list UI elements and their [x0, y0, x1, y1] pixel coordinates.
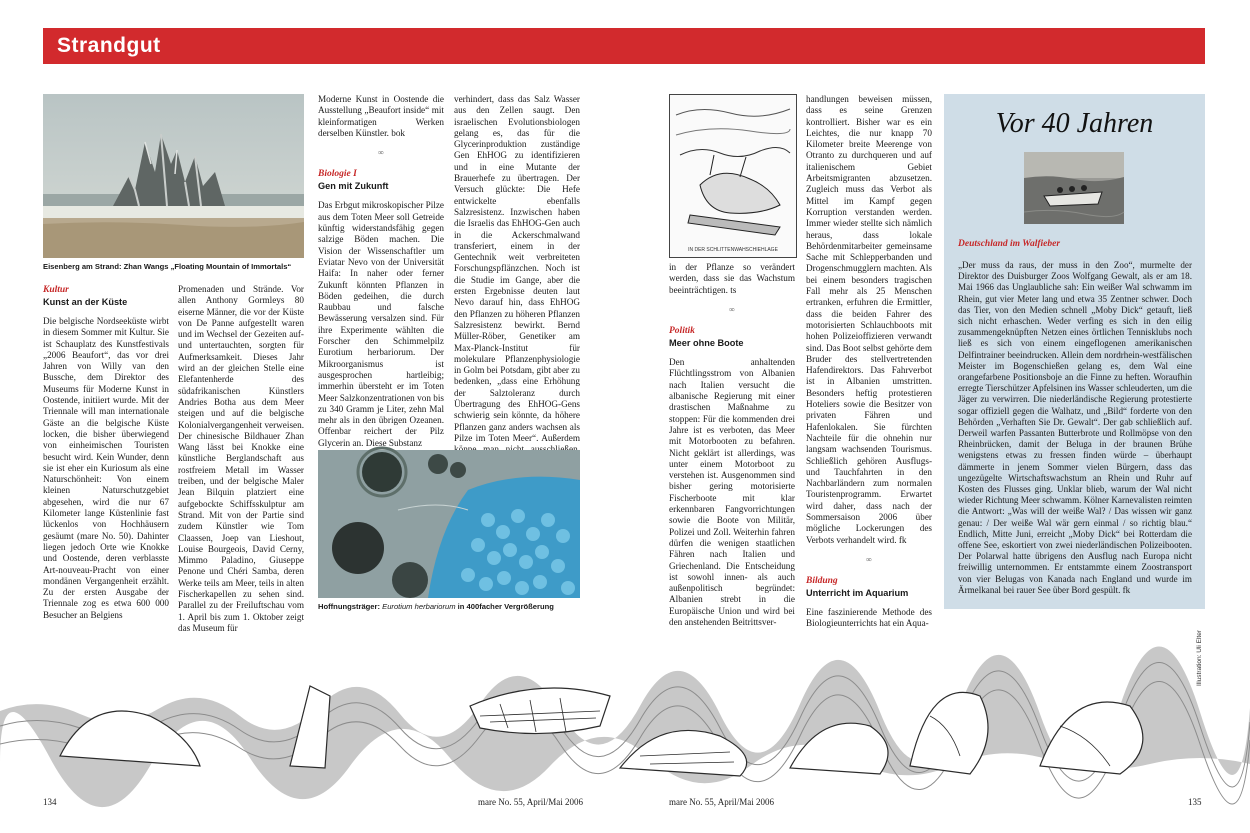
- issue-info-left: mare No. 55, April/Mai 2006: [478, 797, 583, 807]
- kicker-bildung: Bildung: [806, 576, 838, 587]
- article-walfieber-body: „Der muss da raus, der muss in den Zoo“, murmelte der Direktor des Duisburger Zoos Wolfgang Gewalt, als er am 18. Mai 1966 das Unglaubliche sah: Ein weißer Wal schwamm im Rhein, gut vier Meter lang und etwa 35 Zentner schwer. Doch das Tier, von den Medien schnell „Moby Dick“ getauft, ließ sich nicht erhaschen. Weder verfing es sich in den eilig zusammengeknüpften Netzen eines örtlichen Tennisklubs noch ließ es sich von einem eingeflogenen amerikanischen Delfintrainer beeindrucken. Allein dem nordrhein-westfälischen Meister im Bogenschießen gelang es, dem Wal eine orangefarbene Positionsboje an die Finne zu heften. Woraufhin erregte Tierschützer Apfelsinen ins Wasser schleuderten, um die Jäger zu verwirren. Die niederländische Regierung protestierte sogar offiziell gegen die Walhatz, und „Bild“ forderte von den Behörden „Verhaften Sie Dr. Gewalt“. Der gab schließlich auf. Derweil warfen Passanten Butterbrote und Rollmöpse von den Rheinbrücken, damit der Beluga in der braunen Brühe wenigstens etwas zu fressen finden würde – überhaupt dämmerte in jenem Sommer vielen Bürgern, dass das ungezügelte Wirtschaftswachstum an Rhein und Ruhr auf Kosten des Flusses ging. Unklar blieb, warum der Wal nicht wieder Richtung Meer schwamm. Kölner Karnevalisten reimten die Antwort: „Was will der weiße Wal? / Das wissen wir ganz genau: / Der weiße Wal wär gern einmal / so richtig blau.“ Endlich, Mitte Juni, erreicht „Moby Dick“ bei Rotterdam die offene See, eskortiert von zwei niederländischen Polizeibooten. Der Polarwal hatte übrigens den Ausflug nach Europa nicht freiwillig unternommen. Er entstammte einem Zoostransport von vier Belugas von Kanada nach England und wurde im Ärmelkanal bei rauer See über Bord gespült. fk: [958, 260, 1192, 595]
- headline-aquarium: Unterricht im Aquarium: [806, 588, 909, 599]
- kicker-politik: Politik: [669, 326, 695, 337]
- article-aquarium-body: Eine faszinierende Methode des Biologieunterrichts hat ein Aqua-: [806, 607, 932, 629]
- article-gen-ending: in der Pflanze so verändert werden, dass sie das Wachstum beeinträchtigen. ts: [669, 262, 795, 295]
- article-kunst-ending: Moderne Kunst in Oostende die Ausstellung „Beaufort inside“ mit kleinformatigen Werken derselben Künstler. bok: [318, 94, 444, 138]
- page-number-right: 135: [1188, 797, 1202, 807]
- column-politik-continued: [806, 94, 932, 629]
- kicker-biologie: Biologie I: [318, 169, 357, 180]
- article-gen-body-continued: verhindert, dass das Salz Wasser aus den Zellen saugt. Den israelischen Evolutionsbiologen gelang es, das für die Glycerinproduktion zuständige Gen EhHOG zu identifizieren und in eine Mutante der Brauerhefe zu übertragen. Der Versuch glückte: Die Hefe entwickelte ebenfalls Salzresistenz. Inzwischen haben die Israelis das EhHOG-Gen auch in die Ackerschmalwand transferiert, einem in der Gentechnik weit verbreiteten Forschungspflänzchen. Noch ist die Studie im Gange, aber die ersten Ergebnisse deuten laut Nevo darauf hin, dass EhHOG den Pflanzen zu höheren Pflanzen Salzresistenz bewirkt. Bernd Müller-Röber, Genetiker am Max-Planck-Institut für molekulare Pflanzenphysiologie in Golm bei Potsdam, gibt aber zu bedenken, „dass eine Erhöhung der Salztoleranz durch Übertragung des EhHOG-Gens schwierig sein könnte, da höhere Pflanzen ganz anders wachsen als Pilze im Toten Meer“. Außerdem: [454, 94, 580, 443]
- article-kunst-body: Die belgische Nordseeküste wirbt in diesem Sommer mit Kultur. Sie ist Schauplatz des Kunstfestivals „2006 Beaufort“, das vor drei Jahren von Willy van den Bussche, dem Direktor des Museums für Moderne Kunst in Oostende, initiiert wurde. Mit der Triennale will man internationale Gäste an die belgische Küste locken, die bisher überwiegend von einheimischen Touristen besucht wird. Kein Wunder, denn sie ist eher ein Kuriosum als eine Naturschönheit: Von einem kleinen Naturschutzgebiet abgesehen, wird die nur 67 Kilometer lange Küstenlinie fast lückenlos von Hochhäusern gesäumt (mare No. 50). Dahinter liegen jedoch Orte wie Knokke und Oostende, deren verblasste Art-nouveau-Pracht von einer mondänen Vergangenheit erzählt. Zu der ersten Ausgabe der Triennale zog es etwa 600 000 Besucher an Belgiens: [43, 316, 169, 620]
- kicker-kultur: Kultur: [43, 285, 69, 295]
- section-title: Strandgut: [57, 34, 161, 57]
- vor-40-jahren-box: [944, 94, 1205, 609]
- column-kultur: [43, 284, 169, 620]
- article-meer-body-continued: handlungen beweisen müssen, dass es seine Grenzen kontrolliert. Bisher war es ein Leichtes, die nur knapp 70 Kilometer breite Meerenge von Otranto zu durchqueren und auf italienischem Gebiet Arbeitsmigranten abzusetzen. Zugleich muss das Verbot als Mittel im Kampf gegen Korruption verstanden werden. Immer wieder stellte sich nämlich heraus, dass lokale Behördenmitarbeiter gemeinsame Sache mit Schlepperbanden und Drogenschmugglern machten. Als bei einem besonders tragischen Fall mehr als 25 Menschen ertranken, erfuhren die Ermittler, dass die beiden Fahrer des motorisierten Schlauchboots mit hohen Polizeioffizieren verwandt sind. Das Boot selbst gehörte dem Bruder des stellvertretenden Hafendirektors. Das Fahrverbot ist in Albanien umstritten. Besonders heftig protestieren Hoteliers sowie die Besitzer von privaten Fähren und Hafenlokalen. Sie fürchten Nachteile für die ohnehin nur langsam wachsenden Tourismus. Schließlich gehören Ausflugs- und Tauchfahrten in den Nachbarländern zum normalen Touristenprogramm. Erwartet wird daher, dass nach der Sommersaison 2006 über mögliche Lockerungen des Verbots verhandelt wird. fk: [806, 94, 932, 545]
- vor-40-article: [958, 238, 1192, 608]
- whale-boat-photo: [1024, 152, 1124, 224]
- divider-ornament: ∞: [866, 554, 872, 564]
- drawing-label: IN DER SCHLITTENWAHSCHIEHLAGE: [688, 247, 778, 253]
- kicker-walfieber: Deutschland im Walfieber: [958, 239, 1061, 249]
- vor-40-title: Vor 40 Jahren: [995, 108, 1154, 139]
- article-kunst-body-continued: Promenaden und Strände. Vor allen Anthony Gormleys 80 eiserne Männer, die vor der Küste von De Panne aufgestellt waren und im Wechsel der Gezeiten auf- und untertauchten, sorgten für Aufmerksamkeit. Dieses Jahr wird an der gleichen Stelle eine Elefantenherde des südafrikanischen Künstlers Andries Botha aus dem Meer steigen und auf die belgische Kolonialvergangenheit verweisen. Der chinesische Bildhauer Zhan Wang lässt bei Knokke eine künstliche Berglandschaft aus rostfreiem Metall im Wasser treiben, und der belgische Maler Jean Bilquin platziert eine aufgebockte Schiffsskulptur am Strand. Mit von der Partie sind zudem Künstler wie Tom Claassen, Joep van Lieshout, Louise Bourgeois, David Cerny, Mimmo Paladino, Giuseppe Penone und Chéri Samba, deren Werke teils am Meer, teils in alten Fischerkapellen zu sehen sind. Parallel zu der Freiluftschau vom 1. April bis zum 1. Oktober zeigt das Museum für: [178, 284, 304, 633]
- beach-sculpture-photo: [43, 94, 304, 258]
- eisenberg-caption: Eisenberg am Strand: Zhan Wangs „Floating Mountain of Immortals“: [43, 262, 292, 271]
- section-banner: [43, 28, 1205, 64]
- divider-ornament: ∞: [729, 304, 735, 314]
- hoffnung-caption: Hoffnungsträger: Eurotium herbariorum in 400facher Vergrößerung: [318, 602, 554, 611]
- column-kultur-continued: [178, 284, 304, 633]
- column-biologie-continued: [454, 94, 580, 449]
- headline-gen: Gen mit Zukunft: [318, 181, 389, 192]
- page-number-left: 134: [43, 797, 57, 807]
- headline-kunst: Kunst an der Küste: [43, 297, 128, 307]
- column-biologie: [318, 94, 444, 449]
- sea-creatures-illustration: [0, 656, 1250, 786]
- issue-info-right: mare No. 55, April/Mai 2006: [669, 797, 774, 807]
- article-meer-body: Den anhaltenden Flüchtlingsstrom von Albanien nach Italien versucht die albanische Regierung mit einer drastischen Maßnahme zu stoppen: Für die kommenden drei Jahre ist es verboten, das Meer mit Motorbooten zu befahren. Nicht geklärt ist allerdings, was unter einem Motorboot zu verstehen ist. Ausgenommen sind bisher gering motorisierte Fischerboote mit klar erkennbaren Fangvorrichtungen sowie die Boote von Militär, Polizei und Zoll. Weiterhin fahren dürfen die wenigen staatlichen Fähren nach Italien und Griechenland. Die Entscheidung ist sowohl innen- als auch außenpolitisch begründet: Albanien strebt in die Europäische Union und wird bei den anstehenden Beitrittsver-: [669, 357, 795, 628]
- walrus-drawing: [669, 94, 797, 258]
- headline-meer: Meer ohne Boote: [669, 338, 744, 349]
- divider-ornament: ∞: [378, 148, 384, 158]
- illustration-credit: Illustration: Uli Elter: [1196, 630, 1203, 686]
- column-politik: [669, 262, 795, 628]
- article-gen-body: Das Erbgut mikroskopischer Pilze aus dem Toten Meer soll Getreide künftig widerstandsfähig gegen salzige Böden machen. Die Vision der Wissenschaftler um Eviatar Nevo von der Universität Haifa: In naher oder ferner Zukunft könnten Pflanzen in Böden gedeihen, die durch Raubbau und falsche Bewässerung versalzen sind. Für ihre Experimente wählten die Forscher den Schimmelpilz Eurotium herbariorum. Der Mikroorganismus ist ausgesprochen hartleibig; immerhin übersteht er im Toten Meer Salzkonzentrationen von bis zu 340 Gramm je Liter, zehn Mal mehr als in den übrigen Ozeanen. Offenbar reichert der Pilz Glycerin an. Diese Substanz: [318, 200, 444, 448]
- microscope-photo: [318, 450, 580, 598]
